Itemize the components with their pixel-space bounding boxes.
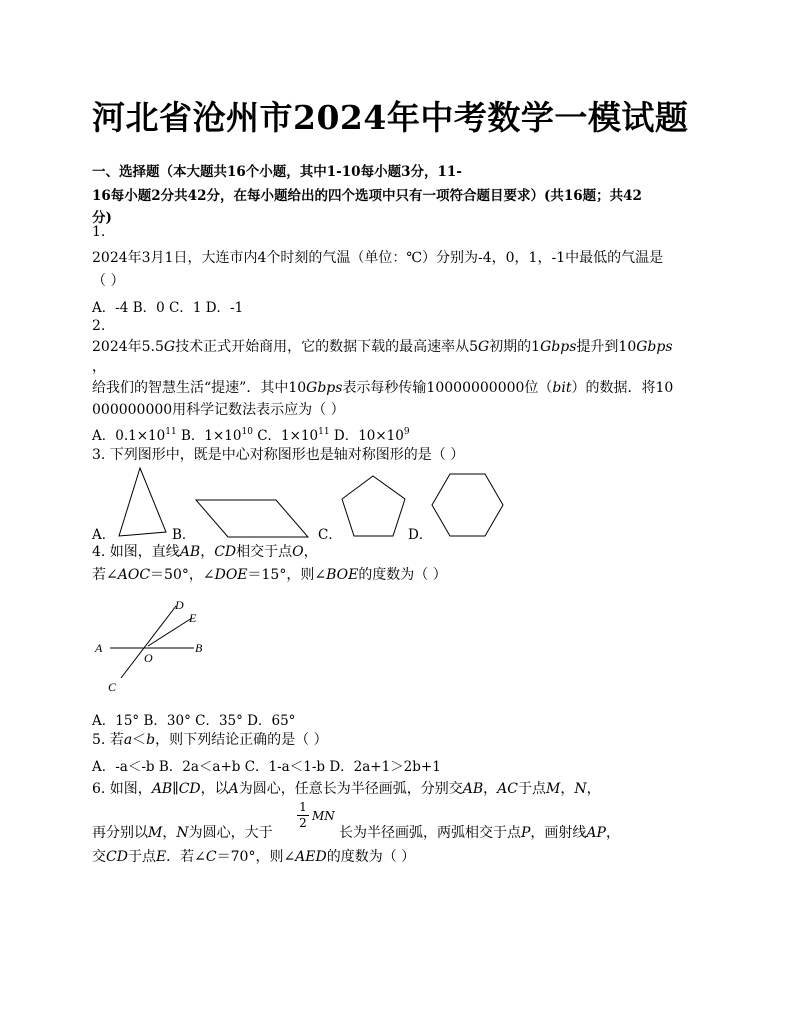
q6-text-line3: 交CD于点E．若∠C＝70°，则∠AED的度数为（ ） — [92, 849, 416, 865]
section-header-line3: 分) — [92, 210, 112, 226]
q5-text: 5. 若a＜b，则下列结论正确的是（ ） — [92, 732, 328, 748]
fraction-numerator: 1 — [299, 800, 307, 814]
fig-label-b: B — [195, 641, 203, 655]
q6-text-line2-cont: 长为半径画弧，两弧相交于点P，画射线AP， — [339, 825, 620, 841]
q4-text-line2: 若∠AOC＝50°，∠DOE＝15°，则∠BOE的度数为（ ） — [92, 567, 447, 583]
q3-label-d: D． — [408, 527, 433, 543]
q2-text-line3: 000000000用科学记数法表示应为（ ） — [92, 402, 345, 418]
q1-number: 1. — [92, 224, 106, 240]
section-header-line1: 一、选择题（本大题共16个小题，其中1-10每小题3分，11- — [92, 164, 462, 180]
hexagon-shape — [432, 474, 503, 536]
fig-label-a: A — [95, 641, 103, 655]
fig-label-e: E — [189, 611, 197, 625]
q4-text-line1: 4. 如图，直线AB，CD相交于点O， — [92, 544, 318, 560]
q3-label-c: C． — [318, 527, 342, 543]
triangle-shape — [119, 468, 166, 536]
page-title: 河北省沧州市2024年中考数学一模试题 — [92, 98, 689, 137]
ray-oe — [148, 618, 192, 646]
q3-label-b: B． — [172, 527, 196, 543]
q4-options: A．15° B．30° C．35° D．65° — [92, 713, 296, 729]
pentagon-shape — [342, 476, 405, 536]
q2-comma: ， — [92, 359, 106, 375]
line-cd — [121, 606, 176, 678]
section-header-line2: 16每小题2分共42分，在每小题给出的四个选项中只有一项符合题目要求）(共16题；共42 — [92, 188, 642, 204]
q1-options: A．-4 B．0 C．1 D．-1 — [92, 300, 244, 316]
q6-text-line2: 再分别以M，N为圆心，大于 — [92, 825, 273, 841]
q1-text: 2024年3月1日，大连市内4个时刻的气温（单位：℃）分别为-4，0，1，-1中最低的气温是 — [92, 250, 664, 266]
q5-options: A．-a＜-b B．2a＜a+b C．1-a＜1-b D．2a+1＞2b+1 — [92, 759, 441, 775]
q3-text: 3. 下列图形中，既是中心对称图形也是轴对称图形的是（ ） — [92, 447, 465, 463]
q3-figures — [92, 462, 522, 542]
fraction-denominator: 2 — [297, 815, 309, 830]
fig-label-c: C — [108, 680, 117, 694]
q6-fraction-var: MN — [312, 809, 335, 823]
q6-fraction — [297, 800, 309, 830]
fig-label-d: D — [175, 598, 184, 612]
q2-text-line2: 给我们的智慧生活“提速”．其中10Gbps表示每秒传输10000000000位（bit）的数据．将10 — [92, 380, 674, 396]
q2-text-line1: 2024年5.5G技术正式开始商用，它的数据下载的最高速率从5G初期的1Gbps提升到10Gbps — [92, 339, 673, 355]
parallelogram-shape — [196, 500, 308, 537]
q6-text-line1: 6. 如图，AB∥CD，以A为圆心，任意长为半径画弧，分别交AB，AC于点M，N， — [92, 781, 601, 797]
q1-text-cont: （ ） — [92, 273, 125, 289]
fig-label-o: O — [144, 651, 153, 665]
q2-number: 2. — [92, 318, 106, 334]
q4-figure — [90, 596, 220, 698]
q3-label-a: A． — [92, 527, 116, 543]
q2-options: A．$0.1\times 10^{11}$ B．$1\times 10^{10}$ C．$1\times 10^{11}$ D．$10\times 10^9$ — [92, 427, 410, 444]
